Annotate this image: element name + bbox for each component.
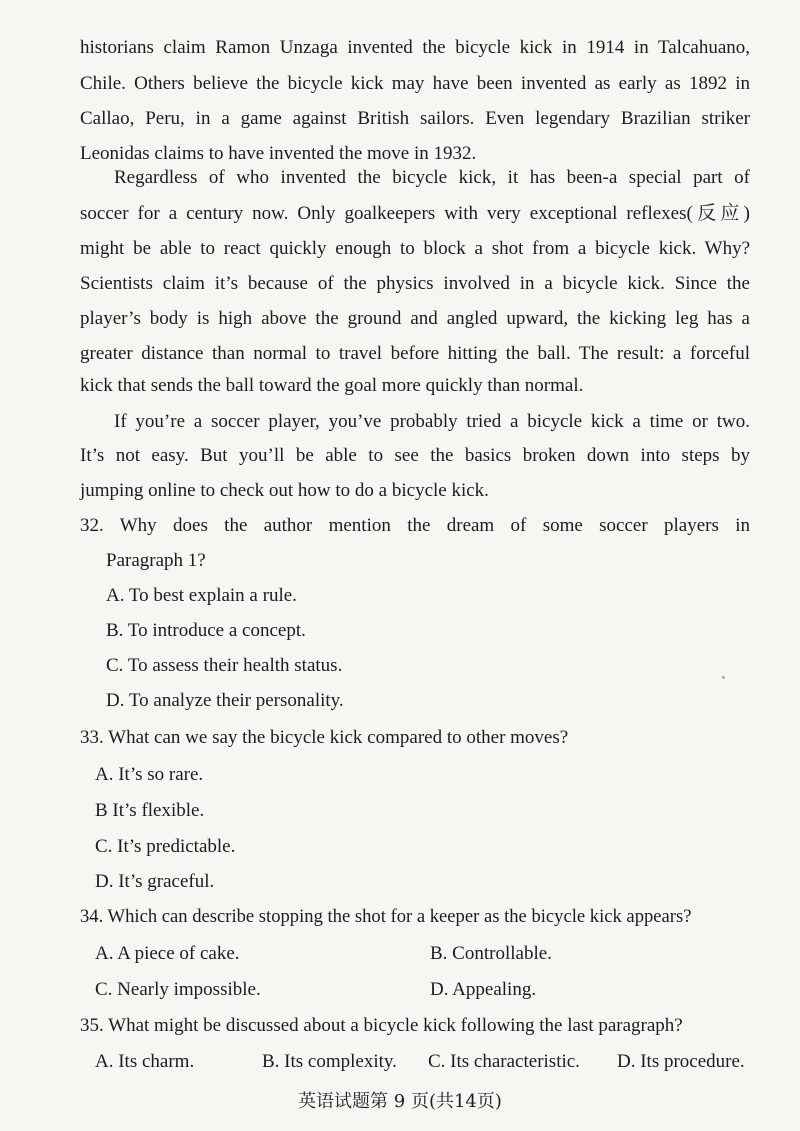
passage-line: Chile. Others believe the bicycle kick may have been invented as early as 1892 in [80, 73, 750, 94]
q32-option-a: A. To best explain a rule. [106, 585, 297, 606]
question-35-stem: 35. What might be discussed about a bicycle kick following the last paragraph? [80, 1015, 683, 1036]
passage-line: historians claim Ramon Unzaga invented the bicycle kick in 1914 in Talcahuano, [80, 37, 750, 58]
q33-option-a: A. It’s so rare. [95, 764, 204, 785]
q34-option-c: C. Nearly impossible. [95, 979, 261, 1000]
q32-option-b: B. To introduce a concept. [106, 620, 306, 641]
q33-option-d: D. It’s graceful. [95, 871, 215, 892]
q35-option-c: C. Its characteristic. [428, 1051, 580, 1072]
q35-option-b: B. Its complexity. [262, 1051, 397, 1072]
passage-line: If you’re a soccer player, you’ve probably tried a bicycle kick a time or two. [114, 411, 750, 432]
q34-option-a: A. A piece of cake. [95, 943, 240, 964]
passage-line: kick that sends the ball toward the goal more quickly than normal. [80, 375, 584, 396]
q32-option-c: C. To assess their health status. [106, 655, 343, 676]
q34-option-b: B. Controllable. [430, 943, 552, 964]
q34-option-d: D. Appealing. [430, 979, 537, 1000]
scan-speck [722, 676, 725, 679]
question-32-stem-cont: Paragraph 1? [106, 550, 206, 571]
q35-option-d: D. Its procedure. [617, 1051, 745, 1072]
q33-option-b: B It’s flexible. [95, 800, 205, 821]
passage-line: Scientists claim it’s because of the physics involved in a bicycle kick. Since the [80, 273, 750, 294]
question-34-stem: 34. Which can describe stopping the shot for a keeper as the bicycle kick appears? [80, 906, 692, 927]
page-footer: 英语试题第 9 页(共14页) [298, 1091, 502, 1112]
passage-line: Callao, Peru, in a game against British sailors. Even legendary Brazilian striker [80, 108, 750, 129]
passage-line: player’s body is high above the ground and angled upward, the kicking leg has a [80, 308, 750, 329]
q33-option-c: C. It’s predictable. [95, 836, 236, 857]
question-33-stem: 33. What can we say the bicycle kick compared to other moves? [80, 727, 569, 748]
passage-line: Regardless of who invented the bicycle kick, it has been-a special part of [114, 167, 750, 188]
passage-line: might be able to react quickly enough to block a shot from a bicycle kick. Why? [80, 238, 750, 259]
passage-line: greater distance than normal to travel before hitting the ball. The result: a forceful [80, 343, 750, 364]
passage-line: soccer for a century now. Only goalkeepers with very exceptional reflexes(反应) [80, 203, 750, 224]
passage-line: Leonidas claims to have invented the move in 1932. [80, 143, 477, 164]
passage-line: It’s not easy. But you’ll be able to see the basics broken down into steps by [80, 445, 750, 466]
q32-option-d: D. To analyze their personality. [106, 690, 344, 711]
q35-option-a: A. Its charm. [95, 1051, 195, 1072]
passage-line: jumping online to check out how to do a bicycle kick. [80, 480, 489, 501]
question-32-stem: 32. Why does the author mention the dream of some soccer players in [80, 515, 750, 536]
